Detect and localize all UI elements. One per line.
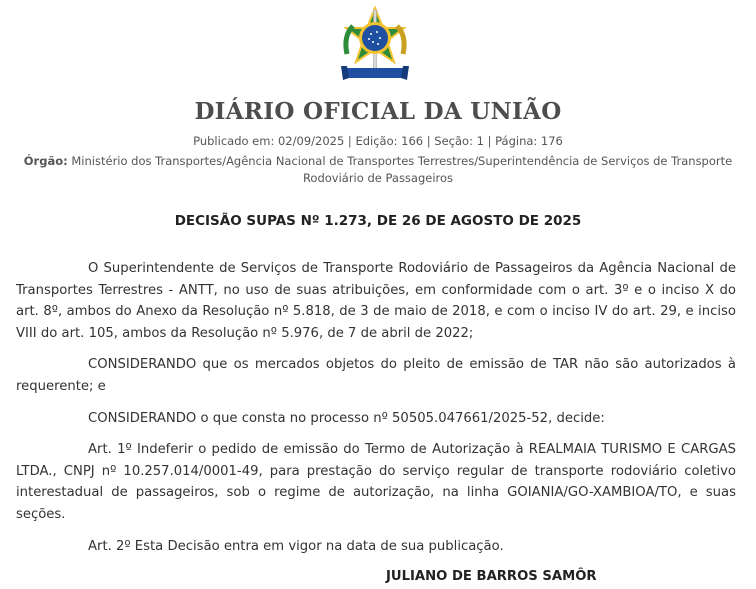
orgao-text: Ministério dos Transportes/Agência Nacional de Transportes Terrestres/Superintendência de Serviços de Transporte Rodoviário de Passageiros: [67, 154, 733, 185]
paragraph-considerando-1: CONSIDERANDO que os mercados objetos do pleito de emissão de TAR não são autorizados à requerente; e: [16, 357, 736, 394]
decision-heading: DECISÃO SUPAS Nº 1.273, DE 26 DE AGOSTO DE 2025: [174, 213, 582, 229]
paragraph-considerando-2: CONSIDERANDO o que consta no processo nº 50505.047661/2025-52, decide:: [88, 410, 605, 426]
signature: JULIANO DE BARROS SAMÔR: [386, 569, 597, 584]
paragraph-preamble: O Superintendente de Serviços de Transporte Rodoviário de Passageiros da Agência Nacional de Transportes Terrestres - ANTT, no uso de suas atribuições, em conformidade com o art. 3º e o inciso X do art. 8º, ambos do Anexo da Resolução nº 5.818, de 3 de maio de 2018, e com o inciso IV do art. 29, e inciso VIII do art. 105, ambos da Resolução nº 5.976, de 7 de abril de 2022;: [16, 261, 736, 341]
orgao-line: [20, 153, 736, 187]
paragraph-art-1: Art. 1º Indeferir o pedido de emissão do Termo de Autorização à REALMAIA TURISMO E CARGAS LTDA., CNPJ nº 10.257.014/0001-49, para prestação do serviço regular de transporte rodoviário coletivo interestadual de passageiros, sob o regime de autorização, na linha GOIANIA/GO-XAMBIOA/TO, e suas seções.: [16, 442, 736, 522]
brazil-coat-of-arms-icon: [337, 6, 413, 82]
publication-title: DIÁRIO OFICIAL DA UNIÃO: [194, 98, 562, 125]
document-body: [16, 258, 736, 567]
paragraph-art-2: Art. 2º Esta Decisão entra em vigor na data de sua publicação.: [88, 538, 504, 554]
orgao-label: Órgão:: [23, 154, 68, 168]
publication-meta: Publicado em: 02/09/2025 | Edição: 166 | Seção: 1 | Página: 176: [193, 134, 563, 148]
